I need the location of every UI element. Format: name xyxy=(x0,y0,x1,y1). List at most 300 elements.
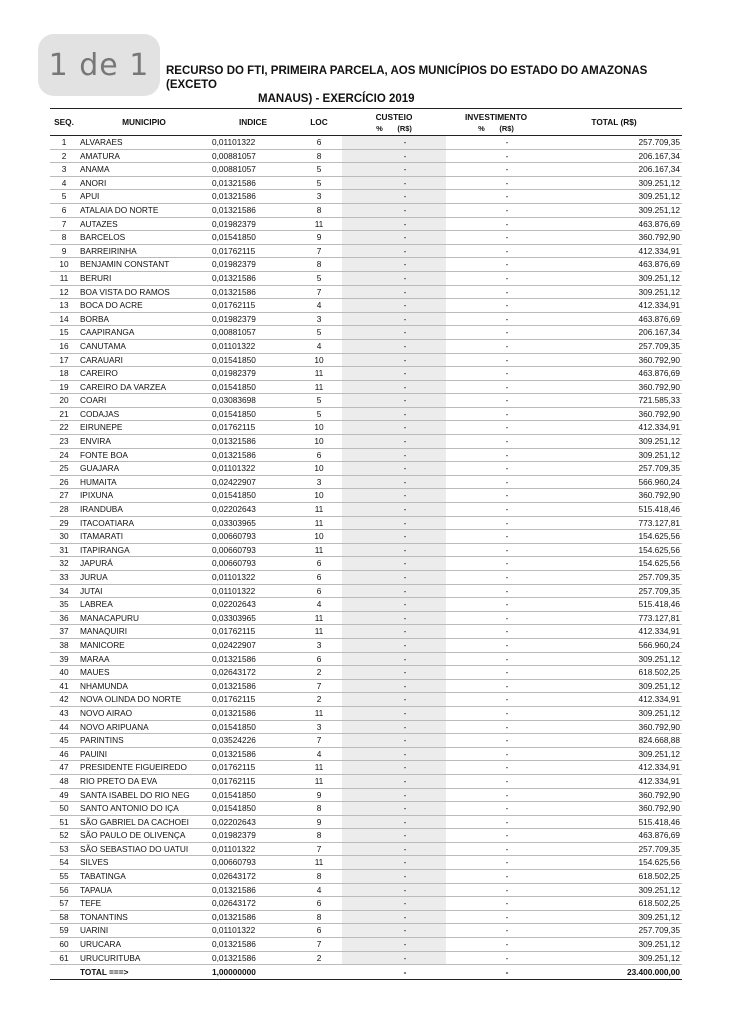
row-custeio-pct xyxy=(342,734,364,748)
row-loc: 6 xyxy=(296,584,342,598)
row-municipio: NOVA OLINDA DO NORTE xyxy=(78,693,210,707)
row-investimento: - xyxy=(468,747,546,761)
row-municipio: EIRUNEPE xyxy=(78,421,210,435)
header-custeio-rs: (R$) xyxy=(397,123,412,133)
document-title-line-1: RECURSO DO FTI, PRIMEIRA PARCELA, AOS MUNICÍPIOS DO ESTADO DO AMAZONAS (EXCETO xyxy=(166,65,648,91)
row-custeio: - xyxy=(364,924,446,938)
row-loc: 8 xyxy=(296,149,342,163)
row-investimento-pct xyxy=(446,815,468,829)
row-investimento-pct xyxy=(446,557,468,571)
row-investimento: - xyxy=(468,435,546,449)
row-custeio-pct xyxy=(342,652,364,666)
row-custeio: - xyxy=(364,530,446,544)
row-loc: 10 xyxy=(296,530,342,544)
row-seq: 46 xyxy=(50,747,78,761)
row-municipio: BERURI xyxy=(78,271,210,285)
row-municipio: ITACOATIARA xyxy=(78,516,210,530)
row-custeio: - xyxy=(364,598,446,612)
row-seq: 14 xyxy=(50,312,78,326)
row-custeio-pct xyxy=(342,353,364,367)
row-investimento: - xyxy=(468,788,546,802)
table-row xyxy=(50,924,682,938)
table-row xyxy=(50,557,682,571)
row-custeio-pct xyxy=(342,557,364,571)
row-seq: 26 xyxy=(50,475,78,489)
row-custeio-pct xyxy=(342,163,364,177)
row-custeio-pct xyxy=(342,910,364,924)
row-indice: 0,01101322 xyxy=(210,462,296,476)
row-indice: 0,01762115 xyxy=(210,761,296,775)
row-custeio: - xyxy=(364,339,446,353)
row-seq: 6 xyxy=(50,203,78,217)
row-loc: 6 xyxy=(296,652,342,666)
row-custeio-pct xyxy=(342,611,364,625)
row-indice: 0,00660793 xyxy=(210,856,296,870)
row-total: 154.625,56 xyxy=(546,856,682,870)
row-investimento: - xyxy=(468,584,546,598)
row-investimento: - xyxy=(468,720,546,734)
row-seq: 5 xyxy=(50,190,78,204)
row-municipio: NOVO ARIPUANA xyxy=(78,720,210,734)
row-seq: 3 xyxy=(50,163,78,177)
row-custeio: - xyxy=(364,638,446,652)
row-custeio-pct xyxy=(342,774,364,788)
table-row xyxy=(50,625,682,639)
row-investimento-pct xyxy=(446,856,468,870)
row-municipio: MANAQUIRI xyxy=(78,625,210,639)
row-loc: 11 xyxy=(296,761,342,775)
row-total: 515.418,46 xyxy=(546,503,682,517)
row-custeio-pct xyxy=(342,897,364,911)
row-municipio: AUTAZES xyxy=(78,217,210,231)
row-investimento-pct xyxy=(446,530,468,544)
row-custeio: - xyxy=(364,870,446,884)
row-seq: 38 xyxy=(50,638,78,652)
row-custeio: - xyxy=(364,747,446,761)
row-municipio: ATALAIA DO NORTE xyxy=(78,203,210,217)
row-custeio: - xyxy=(364,625,446,639)
row-loc: 11 xyxy=(296,706,342,720)
document-title-line-2: MANAUS) - EXERCÍCIO 2019 xyxy=(258,93,415,105)
row-custeio: - xyxy=(364,258,446,272)
row-investimento-pct xyxy=(446,951,468,965)
row-investimento: - xyxy=(468,856,546,870)
row-municipio: JAPURÁ xyxy=(78,557,210,571)
row-seq: 42 xyxy=(50,693,78,707)
header-loc: LOC xyxy=(296,109,342,136)
row-total: 309.251,12 xyxy=(546,176,682,190)
row-investimento: - xyxy=(468,598,546,612)
row-custeio: - xyxy=(364,761,446,775)
row-custeio-pct xyxy=(342,448,364,462)
row-investimento: - xyxy=(468,625,546,639)
row-indice: 0,01321586 xyxy=(210,271,296,285)
row-custeio: - xyxy=(364,217,446,231)
row-loc: 3 xyxy=(296,190,342,204)
table-header xyxy=(50,109,682,136)
row-total: 515.418,46 xyxy=(546,598,682,612)
row-total: 618.502,25 xyxy=(546,666,682,680)
total-label: TOTAL ===> xyxy=(78,965,210,980)
row-indice: 0,00660793 xyxy=(210,530,296,544)
row-total: 309.251,12 xyxy=(546,910,682,924)
row-investimento-pct xyxy=(446,299,468,313)
row-seq: 18 xyxy=(50,367,78,381)
row-total: 257.709,35 xyxy=(546,842,682,856)
row-investimento-pct xyxy=(446,571,468,585)
row-total: 360.792,90 xyxy=(546,720,682,734)
row-custeio-pct xyxy=(342,149,364,163)
row-seq: 44 xyxy=(50,720,78,734)
row-custeio-pct xyxy=(342,802,364,816)
row-custeio: - xyxy=(364,693,446,707)
row-investimento-pct xyxy=(446,163,468,177)
row-municipio: CANUTAMA xyxy=(78,339,210,353)
row-indice: 0,01762115 xyxy=(210,693,296,707)
row-total: 309.251,12 xyxy=(546,203,682,217)
row-custeio-pct xyxy=(342,217,364,231)
table-row xyxy=(50,435,682,449)
row-indice: 0,02422907 xyxy=(210,638,296,652)
row-custeio-pct xyxy=(342,326,364,340)
row-indice: 0,01541850 xyxy=(210,231,296,245)
row-custeio: - xyxy=(364,407,446,421)
row-investimento-pct xyxy=(446,258,468,272)
row-investimento-pct xyxy=(446,516,468,530)
row-total: 515.418,46 xyxy=(546,815,682,829)
row-loc: 5 xyxy=(296,326,342,340)
row-custeio: - xyxy=(364,557,446,571)
row-seq: 21 xyxy=(50,407,78,421)
row-indice: 0,03303965 xyxy=(210,516,296,530)
table-row xyxy=(50,611,682,625)
row-loc: 8 xyxy=(296,802,342,816)
total-indice: 1,00000000 xyxy=(210,965,296,980)
row-total: 360.792,90 xyxy=(546,353,682,367)
row-custeio-pct xyxy=(342,951,364,965)
row-custeio: - xyxy=(364,774,446,788)
row-investimento: - xyxy=(468,516,546,530)
row-total: 360.792,90 xyxy=(546,802,682,816)
row-total: 257.709,35 xyxy=(546,571,682,585)
row-seq: 58 xyxy=(50,910,78,924)
table-row xyxy=(50,258,682,272)
table-row xyxy=(50,788,682,802)
row-investimento: - xyxy=(468,611,546,625)
row-total: 309.251,12 xyxy=(546,951,682,965)
table-row xyxy=(50,530,682,544)
row-custeio: - xyxy=(364,788,446,802)
document-title xyxy=(166,64,686,106)
row-custeio-pct xyxy=(342,543,364,557)
row-custeio-pct xyxy=(342,231,364,245)
row-total: 463.876,69 xyxy=(546,217,682,231)
row-investimento: - xyxy=(468,489,546,503)
row-total: 360.792,90 xyxy=(546,380,682,394)
table-row xyxy=(50,244,682,258)
row-loc: 5 xyxy=(296,271,342,285)
row-municipio: BARCELOS xyxy=(78,231,210,245)
row-investimento-pct xyxy=(446,489,468,503)
row-investimento-pct xyxy=(446,326,468,340)
row-custeio-pct xyxy=(342,489,364,503)
row-seq: 56 xyxy=(50,883,78,897)
row-indice: 0,01541850 xyxy=(210,802,296,816)
header-investimento-pct: % xyxy=(478,123,485,133)
row-investimento-pct xyxy=(446,380,468,394)
row-total: 257.709,35 xyxy=(546,136,682,150)
row-municipio: AMATURA xyxy=(78,149,210,163)
row-seq: 34 xyxy=(50,584,78,598)
row-municipio: RIO PRETO DA EVA xyxy=(78,774,210,788)
header-indice: INDICE xyxy=(210,109,296,136)
row-municipio: FONTE BOA xyxy=(78,448,210,462)
row-municipio: MAUES xyxy=(78,666,210,680)
row-municipio: SÃO PAULO DE OLIVENÇA xyxy=(78,829,210,843)
row-investimento-pct xyxy=(446,462,468,476)
row-indice: 0,01762115 xyxy=(210,774,296,788)
row-loc: 11 xyxy=(296,380,342,394)
row-investimento: - xyxy=(468,815,546,829)
row-investimento: - xyxy=(468,774,546,788)
row-investimento-pct xyxy=(446,435,468,449)
row-seq: 36 xyxy=(50,611,78,625)
row-loc: 4 xyxy=(296,883,342,897)
row-municipio: MARAA xyxy=(78,652,210,666)
row-investimento-pct xyxy=(446,897,468,911)
table-row xyxy=(50,203,682,217)
row-loc: 5 xyxy=(296,163,342,177)
row-custeio-pct xyxy=(342,856,364,870)
row-investimento: - xyxy=(468,448,546,462)
row-custeio-pct xyxy=(342,462,364,476)
table-row xyxy=(50,380,682,394)
row-loc: 2 xyxy=(296,666,342,680)
row-indice: 0,01321586 xyxy=(210,706,296,720)
row-loc: 7 xyxy=(296,842,342,856)
row-loc: 9 xyxy=(296,815,342,829)
row-total: 309.251,12 xyxy=(546,435,682,449)
header-custeio-sub xyxy=(344,123,444,134)
row-investimento: - xyxy=(468,299,546,313)
header-investimento-rs: (R$) xyxy=(499,123,514,133)
row-custeio: - xyxy=(364,231,446,245)
row-investimento-pct xyxy=(446,339,468,353)
row-investimento-pct xyxy=(446,176,468,190)
row-indice: 0,00881057 xyxy=(210,163,296,177)
row-loc: 9 xyxy=(296,231,342,245)
distribution-table-container xyxy=(50,108,682,980)
table-row xyxy=(50,407,682,421)
row-total: 154.625,56 xyxy=(546,530,682,544)
row-indice: 0,01101322 xyxy=(210,842,296,856)
row-total: 154.625,56 xyxy=(546,543,682,557)
row-custeio-pct xyxy=(342,842,364,856)
row-custeio: - xyxy=(364,516,446,530)
row-loc: 6 xyxy=(296,448,342,462)
row-custeio: - xyxy=(364,176,446,190)
row-municipio: TAPAUA xyxy=(78,883,210,897)
row-loc: 11 xyxy=(296,543,342,557)
row-loc: 8 xyxy=(296,258,342,272)
header-custeio xyxy=(342,109,446,136)
row-loc: 10 xyxy=(296,462,342,476)
table-row xyxy=(50,231,682,245)
row-custeio-pct xyxy=(342,380,364,394)
row-seq: 20 xyxy=(50,394,78,408)
row-custeio-pct xyxy=(342,339,364,353)
row-custeio-pct xyxy=(342,571,364,585)
row-investimento-pct xyxy=(446,747,468,761)
total-value: 23.400.000,00 xyxy=(546,965,682,980)
row-loc: 3 xyxy=(296,475,342,489)
row-municipio: URUCURITUBA xyxy=(78,951,210,965)
table-row xyxy=(50,951,682,965)
table-row xyxy=(50,598,682,612)
row-indice: 0,01982379 xyxy=(210,217,296,231)
row-investimento-pct xyxy=(446,720,468,734)
row-investimento: - xyxy=(468,149,546,163)
row-investimento-pct xyxy=(446,244,468,258)
row-loc: 10 xyxy=(296,435,342,449)
row-total: 773.127,81 xyxy=(546,611,682,625)
row-custeio: - xyxy=(364,802,446,816)
table-row xyxy=(50,326,682,340)
row-indice: 0,00660793 xyxy=(210,543,296,557)
row-loc: 11 xyxy=(296,503,342,517)
row-investimento: - xyxy=(468,475,546,489)
table-row xyxy=(50,638,682,652)
row-total: 412.334,91 xyxy=(546,693,682,707)
row-seq: 28 xyxy=(50,503,78,517)
row-investimento-pct xyxy=(446,353,468,367)
row-seq: 61 xyxy=(50,951,78,965)
row-custeio: - xyxy=(364,367,446,381)
row-seq: 30 xyxy=(50,530,78,544)
row-seq: 54 xyxy=(50,856,78,870)
row-custeio: - xyxy=(364,380,446,394)
row-loc: 8 xyxy=(296,203,342,217)
row-indice: 0,01541850 xyxy=(210,380,296,394)
row-loc: 7 xyxy=(296,285,342,299)
row-municipio: URUCARA xyxy=(78,938,210,952)
row-municipio: CAREIRO DA VARZEA xyxy=(78,380,210,394)
table-row xyxy=(50,149,682,163)
row-loc: 6 xyxy=(296,571,342,585)
row-investimento-pct xyxy=(446,217,468,231)
table-footer xyxy=(50,965,682,980)
row-indice: 0,02202643 xyxy=(210,815,296,829)
table-row xyxy=(50,516,682,530)
row-custeio: - xyxy=(364,543,446,557)
row-indice: 0,00881057 xyxy=(210,326,296,340)
table-row xyxy=(50,312,682,326)
row-seq: 1 xyxy=(50,136,78,150)
row-investimento: - xyxy=(468,367,546,381)
row-investimento-pct xyxy=(446,584,468,598)
row-custeio: - xyxy=(364,856,446,870)
row-seq: 22 xyxy=(50,421,78,435)
row-seq: 59 xyxy=(50,924,78,938)
row-seq: 19 xyxy=(50,380,78,394)
row-custeio: - xyxy=(364,203,446,217)
table-row xyxy=(50,938,682,952)
row-seq: 12 xyxy=(50,285,78,299)
row-investimento: - xyxy=(468,462,546,476)
row-indice: 0,02202643 xyxy=(210,598,296,612)
row-loc: 8 xyxy=(296,829,342,843)
row-municipio: MANICORE xyxy=(78,638,210,652)
row-loc: 5 xyxy=(296,176,342,190)
row-indice: 0,01101322 xyxy=(210,924,296,938)
distribution-table xyxy=(50,108,682,980)
row-custeio: - xyxy=(364,734,446,748)
row-loc: 8 xyxy=(296,870,342,884)
row-investimento: - xyxy=(468,883,546,897)
row-custeio-pct xyxy=(342,584,364,598)
row-custeio: - xyxy=(364,448,446,462)
row-indice: 0,01321586 xyxy=(210,176,296,190)
row-investimento-pct xyxy=(446,285,468,299)
row-investimento-pct xyxy=(446,367,468,381)
row-total: 721.585,33 xyxy=(546,394,682,408)
row-investimento-pct xyxy=(446,829,468,843)
row-total: 309.251,12 xyxy=(546,747,682,761)
table-row xyxy=(50,679,682,693)
row-custeio-pct xyxy=(342,870,364,884)
row-custeio: - xyxy=(364,706,446,720)
row-custeio-pct xyxy=(342,475,364,489)
row-investimento-pct xyxy=(446,910,468,924)
row-custeio-pct xyxy=(342,312,364,326)
row-custeio: - xyxy=(364,326,446,340)
total-custeio-pct-empty xyxy=(342,965,364,980)
row-total: 463.876,69 xyxy=(546,258,682,272)
total-investimento: - xyxy=(468,965,546,980)
row-custeio-pct xyxy=(342,666,364,680)
row-investimento: - xyxy=(468,557,546,571)
row-investimento: - xyxy=(468,203,546,217)
row-municipio: SÃO GABRIEL DA CACHOEI xyxy=(78,815,210,829)
row-municipio: IRANDUBA xyxy=(78,503,210,517)
row-custeio: - xyxy=(364,271,446,285)
table-row xyxy=(50,897,682,911)
row-indice: 0,01541850 xyxy=(210,788,296,802)
row-loc: 10 xyxy=(296,489,342,503)
row-investimento-pct xyxy=(446,475,468,489)
table-row xyxy=(50,339,682,353)
row-total: 206.167,34 xyxy=(546,163,682,177)
row-seq: 45 xyxy=(50,734,78,748)
row-custeio-pct xyxy=(342,747,364,761)
total-seq-empty xyxy=(50,965,78,980)
row-investimento: - xyxy=(468,870,546,884)
row-indice: 0,01321586 xyxy=(210,448,296,462)
row-seq: 10 xyxy=(50,258,78,272)
row-investimento: - xyxy=(468,407,546,421)
row-municipio: ANAMA xyxy=(78,163,210,177)
table-row xyxy=(50,584,682,598)
row-loc: 7 xyxy=(296,679,342,693)
row-total: 824.668,88 xyxy=(546,734,682,748)
table-row xyxy=(50,802,682,816)
row-seq: 27 xyxy=(50,489,78,503)
row-investimento-pct xyxy=(446,407,468,421)
row-loc: 7 xyxy=(296,734,342,748)
row-investimento: - xyxy=(468,734,546,748)
row-investimento: - xyxy=(468,285,546,299)
row-custeio: - xyxy=(364,652,446,666)
